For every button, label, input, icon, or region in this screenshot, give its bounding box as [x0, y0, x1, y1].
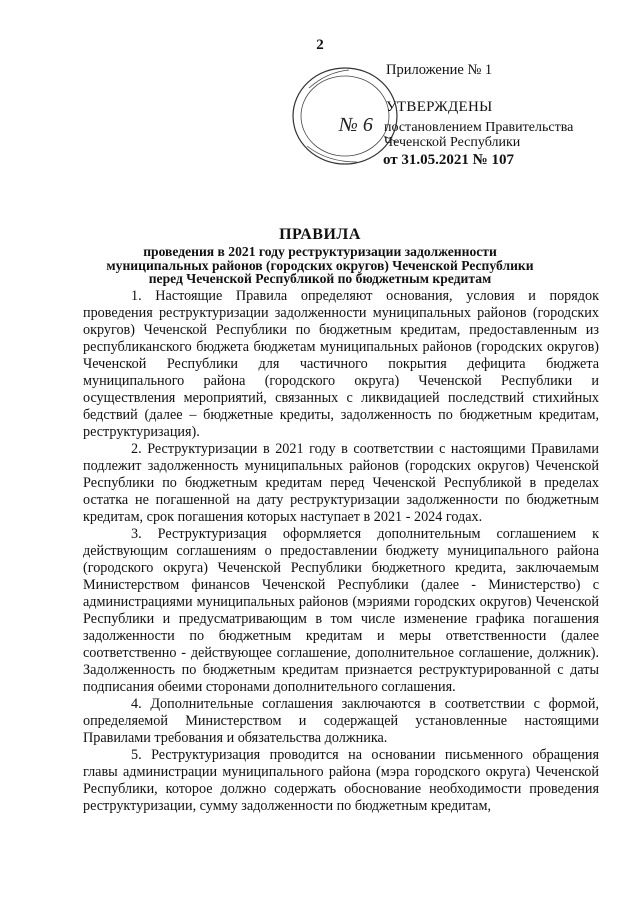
paragraph-2: 2. Реструктуризации в 2021 году в соответствии с настоящими Правилами подлежит задолженность муниципальных районов (городских округов) Чеченской Республики по бюджетным кредитам перед Чеченской Республикой в пределах остатка не погашенной на дату реструктуризации задолженности по бюджетным кредитам, срок погашения которых наступает в 2021 - 2024 годах. [83, 441, 599, 525]
annex-label: Приложение № 1 [386, 62, 493, 78]
paragraph-1: 1. Настоящие Правила определяют основания, условия и порядок проведения реструктуризации задолженности муниципальных районов (городских округов) Чеченской Республики по бюджетным кредитам, предоставленным из республиканского бюджета бюджетам муниципальных районов (городских округов) Чеченской Республики для частичного покрытия дефицита бюджета муниципального района (городского округа) Чеченской Республики и осуществления мероприятий, связанных с ликвидацией последствий стихийных бедствий (далее – бюджетные кредиты, задолженность по бюджетным кредитам, реструктуризация). [83, 288, 599, 440]
subtitle-line: перед Чеченской Республикой по бюджетным кредитам [148, 271, 492, 286]
paragraph-5: 5. Реструктуризация проводится на основании письменного обращения главы администрации муниципального района (мэра городского округа) Чеченской Республики, которое должно содержать обоснование необходимости проведения реструктуризации, сумму задолженности по бюджетным кредитам, [83, 747, 599, 814]
decree-line: Чеченской Республики [384, 135, 521, 150]
stamp-number: № 6 [339, 114, 373, 136]
paragraph-4: 4. Дополнительные соглашения заключаются в соответствии с формой, определяемой Министерством и содержащей установленные настоящими Правилами требования и обязательства должника. [83, 696, 599, 746]
subtitle-line: муниципальных районов (городских округов) Чеченской Республики [106, 257, 534, 273]
paragraph-3: 3. Реструктуризация оформляется дополнительным соглашением к действующим соглашениям о предоставлении бюджету муниципального района (городского округа) Чеченской Республики бюджетного кредита, заключаемым Министерством финансов Чеченской Республики (далее - Министерство) с администрациями муниципальных районов (мэриями городских округов) Чеченской Республики и предусматривающим в том числе изменение графика погашения задолженности по бюджетным кредитам и меры ответственности (далее соответственно - действующее соглашение, дополнительное соглашение, должник). Задолженность по бюджетным кредитам признается реструктурированной с даты подписания обеими сторонами дополнительного соглашения. [83, 526, 599, 695]
subtitle-line: проведения в 2021 году реструктуризации задолженности [143, 244, 497, 259]
decree-text [384, 120, 573, 150]
document-subtitle [60, 245, 580, 286]
approved-label: УТВЕРЖДЕНЫ [386, 99, 493, 115]
document-title: ПРАВИЛА [279, 226, 361, 243]
decree-line: постановлением Правительства [384, 120, 574, 135]
document-body [83, 288, 599, 815]
page-number: 2 [316, 37, 324, 53]
decree-number: от 31.05.2021 № 107 [383, 152, 514, 168]
